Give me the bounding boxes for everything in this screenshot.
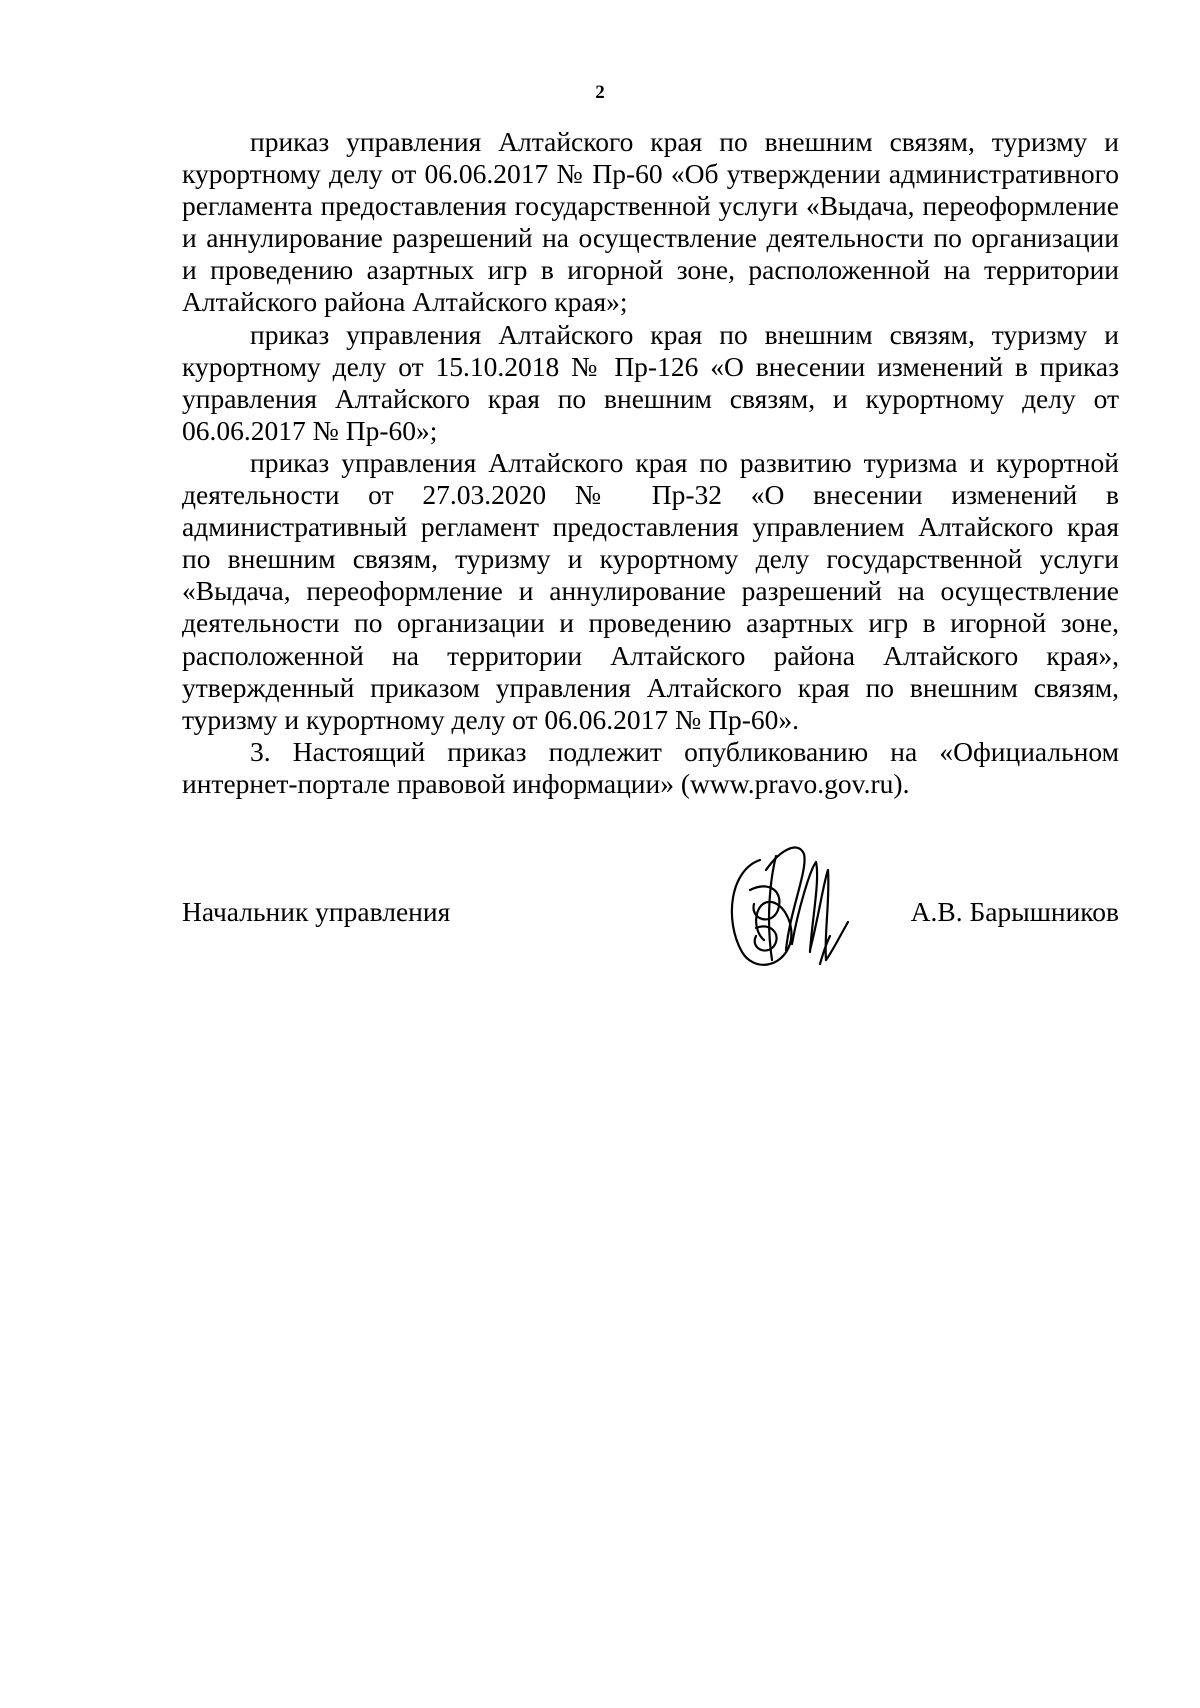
paragraph-order-2018: приказ управления Алтайского края по внешним связям, туризму и курортному делу от 15.10.2018 № Пр-126 «О внесении изменений в приказ управления Алтайского края по внешним связям, и курортному делу от 06.06.2017 № Пр-60»; (182, 318, 1119, 446)
paragraph-publication-clause: 3. Настоящий приказ подлежит опубликованию на «Официальном интернет-портале правовой информации» (www.pravo.gov.ru). (182, 735, 1119, 799)
page-number: 2 (595, 82, 605, 103)
paragraph-order-2020: приказ управления Алтайского края по развитию туризма и курортной деятельности от 27.03.2020 № Пр-32 «О внесении изменений в административный регламент предоставления управлением Алтайского края по внешним связям, туризму и курортному делу государственной услуги «Выдача, переоформление и аннулирование разрешений на осуществление деятельности по организации и проведению азартных игр в игорной зоне, расположенной на территории Алтайского района Алтайского края», утвержденный приказом управления Алтайского края по внешним связям, туризму и курортному делу от 06.06.2017 № Пр-60». (182, 446, 1119, 735)
signer-position: Начальник управления (182, 896, 451, 927)
handwritten-signature (720, 840, 860, 976)
document-body (182, 126, 1119, 800)
signer-name: А.В. Барышников (910, 896, 1119, 927)
paragraph-order-2017: приказ управления Алтайского края по внешним связям, туризму и курортному делу от 06.06.2017 № Пр-60 «Об утверждении административного регламента предоставления государственной услуги «Выдача, переоформление и аннулирование разрешений на осуществление деятельности по организации и проведению азартных игр в игорной зоне, расположенной на территории Алтайского района Алтайского края»; (182, 126, 1119, 318)
signature-block (182, 840, 1119, 980)
